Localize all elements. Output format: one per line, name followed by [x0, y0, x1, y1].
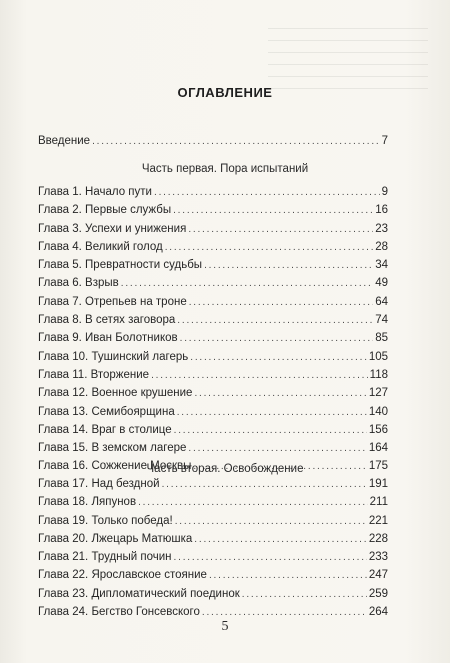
toc-entry-chapter-18: [38, 493, 388, 511]
entry-label: Глава 4. Великий голод: [38, 240, 163, 253]
part-one-heading: Часть первая. Пора испытаний: [141, 163, 309, 175]
toc-entry-chapter-13: [38, 403, 388, 421]
toc-entry-chapter-21: [38, 548, 388, 566]
entry-label: Глава 7. Отрепьев на троне: [38, 295, 187, 308]
toc-entry-chapter-5: [38, 256, 388, 274]
entry-label: Глава 20. Лжецарь Матюшка: [38, 532, 193, 545]
toc-entry-chapter-20: [38, 530, 388, 548]
dot-leader: [180, 330, 374, 348]
dot-leader: [151, 367, 368, 385]
dot-leader: [121, 275, 373, 293]
toc-entry-chapter-10: [38, 348, 388, 366]
entry-page-number: 164: [368, 442, 388, 455]
entry-page-number: 221: [368, 514, 388, 527]
entry-page-number: 9: [381, 186, 388, 198]
entry-label: Введение: [38, 135, 91, 147]
part-one-entries: [38, 183, 388, 476]
toc-entry-chapter-3: [38, 220, 388, 238]
dot-leader: [194, 385, 366, 403]
entry-page-number: 127: [368, 387, 388, 400]
toc-entry-chapter-7: [38, 293, 388, 311]
toc-entry-chapter-14: [38, 421, 388, 439]
toc-entry-chapter-6: [38, 274, 388, 292]
toc-entry-chapter-15: [38, 439, 388, 457]
entry-label: Глава 10. Тушинский лагерь: [38, 350, 189, 363]
page-number: 5: [221, 619, 229, 634]
entry-label: Глава 22. Ярославское стояние: [38, 569, 207, 582]
entry-label: Глава 2. Первые службы: [38, 204, 172, 217]
dot-leader: [154, 184, 380, 202]
entry-label: Глава 11. Вторжение: [38, 368, 150, 381]
toc-entry-chapter-22: [38, 566, 388, 584]
entry-label: Глава 14. Враг в столице: [38, 423, 172, 436]
dot-leader: [165, 239, 373, 257]
entry-page-number: 175: [368, 460, 388, 473]
toc-entry-chapter-12: [38, 384, 388, 402]
entry-label: Глава 1. Начало пути: [38, 186, 152, 198]
entry-page-number: 140: [368, 405, 388, 418]
entry-label: Глава 3. Успехи и унижения: [38, 222, 187, 235]
entry-label: Глава 17. Над бездной: [38, 478, 160, 490]
dot-leader: [174, 422, 367, 440]
entry-label: Глава 9. Иван Болотников: [38, 332, 178, 345]
toc-entry-chapter-23: [38, 585, 388, 603]
part-two-heading: Часть вторая. Освобождение: [146, 463, 304, 475]
entry-label: Глава 6. Взрыв: [38, 277, 119, 290]
entry-page-number: 34: [375, 259, 388, 272]
entry-page-number: 264: [368, 606, 388, 619]
dot-leader: [175, 513, 367, 531]
toc-entry-chapter-8: [38, 311, 388, 329]
toc-title: ОГЛАВЛЕНИЕ: [177, 85, 273, 100]
dot-leader: [189, 294, 373, 312]
toc-entry-chapter-1: [38, 183, 388, 201]
entry-page-number: 211: [369, 496, 388, 509]
dot-leader: [209, 567, 367, 585]
entry-page-number: 85: [375, 332, 388, 345]
dot-leader: [204, 257, 373, 275]
entry-label: Глава 13. Семибоярщина: [38, 405, 175, 418]
entry-page-number: 64: [375, 295, 388, 308]
toc-entry-introduction: [38, 132, 388, 150]
entry-label: Глава 23. Дипломатический поединок: [38, 587, 240, 600]
toc-entry-chapter-9: [38, 329, 388, 347]
dot-leader: [138, 494, 368, 512]
entry-page-number: 7: [381, 135, 388, 147]
entry-page-number: 233: [368, 551, 388, 564]
entry-page-number: 49: [375, 277, 388, 290]
entry-label: Глава 15. В земском лагере: [38, 442, 187, 455]
entry-label: Глава 19. Только победа!: [38, 514, 173, 527]
dot-leader: [162, 476, 367, 494]
toc-entry-chapter-2: [38, 201, 388, 219]
entry-page-number: 118: [369, 368, 388, 381]
entry-label: Глава 5. Превратности судьбы: [38, 259, 203, 272]
toc-entry-chapter-19: [38, 512, 388, 530]
entry-label: Глава 24. Бегство Гонсевского: [38, 606, 200, 619]
entry-page-number: 247: [368, 569, 388, 582]
show-through-text: [268, 28, 428, 90]
entry-page-number: 105: [368, 350, 388, 363]
dot-leader: [92, 133, 380, 151]
dot-leader: [173, 202, 373, 220]
dot-leader: [174, 549, 367, 567]
dot-leader: [188, 440, 366, 458]
dot-leader: [194, 531, 367, 549]
entry-page-number: 191: [368, 478, 388, 490]
entry-page-number: 74: [375, 314, 388, 327]
toc-intro: [38, 132, 388, 150]
entry-label: Глава 18. Ляпунов: [38, 496, 137, 509]
dot-leader: [177, 312, 373, 330]
entry-label: Глава 8. В сетях заговора: [38, 314, 176, 327]
entry-page-number: 228: [368, 532, 388, 545]
toc-entry-chapter-11: [38, 366, 388, 384]
toc-entry-chapter-17: [38, 475, 388, 493]
dot-leader: [190, 349, 367, 367]
entry-label: Глава 12. Военное крушение: [38, 387, 193, 400]
entry-page-number: 259: [368, 587, 388, 600]
dot-leader: [188, 221, 373, 239]
entry-page-number: 156: [368, 423, 388, 436]
toc-entry-chapter-4: [38, 238, 388, 256]
entry-page-number: 16: [375, 204, 388, 217]
dot-leader: [177, 404, 367, 422]
entry-page-number: 23: [375, 222, 388, 235]
dot-leader: [242, 586, 367, 604]
part-two-entries: [38, 475, 388, 621]
entry-label: Глава 21. Трудный почин: [38, 551, 172, 564]
entry-label: Глава 16. Сожжение Москвы: [38, 460, 192, 473]
entry-page-number: 28: [375, 240, 388, 253]
